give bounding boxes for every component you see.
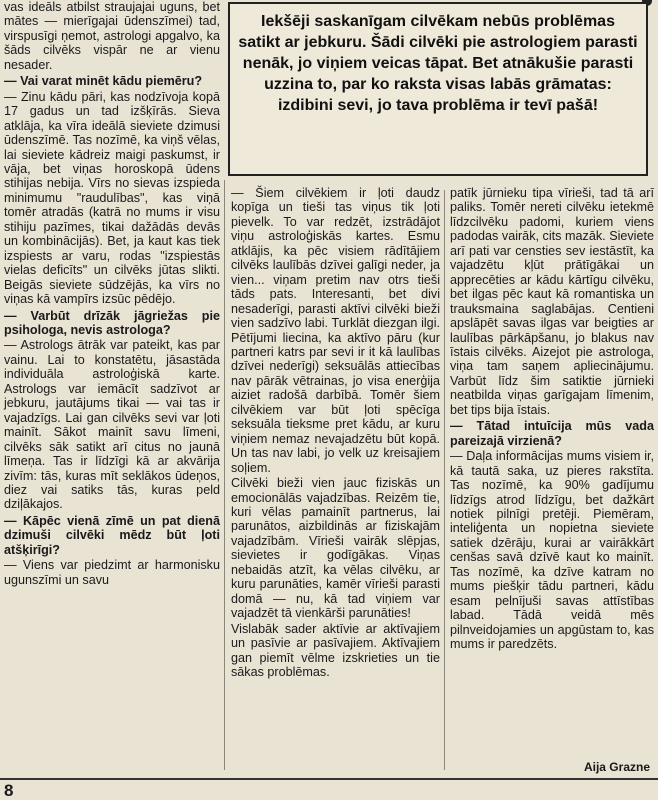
paragraph: — Daļa informācijas mums visiem ir, kā tautā saka, uz pieres rakstīta. Tas nozīmē, ka 90% gadījumu līdzīgs atrod līdzīgu, bet dažkārt notiek pilnīgi pretēji. Piemēram, inteliģenta un nopietna sieviete satiek dzērāju, kurai ar vairākkārt cenšas savā dzīvē kaut ko mainīt. Tas nozīmē, ka dzīve katram no mums piešķir tādu partneri, kādu esam pelnījuši savas attīstības labad. Tādā veidā mēs pilnveidojamies un apgūstam to, kas mums ir paredzēts. <box>450 449 654 652</box>
interview-question: — Kāpēc vienā zīmē un pat dienā dzimuši cilvēki mēdz būt ļoti atšķirīgi? <box>4 513 220 557</box>
interview-question: — Tātad intuīcija mūs vada pareizajā virzienā? <box>450 419 654 448</box>
paragraph: — Zinu kādu pāri, kas nodzīvoja kopā 17 gadus un tad izšķīrās. Sieva atklāja, ka vīra ideālā sieviete dzimusi ūdenszīmē. Tas nozīmē, ka viņš vēlas, lai sieviete kādreiz maigi paskumst, ir vāja, bet viņas horoskopā ūdens stihijas nebija. Vīrs no sievas izspieda minimumu "raudulības", kas viņā tomēr atradās (katrā no mums ir visu stihiju pazīmes, tikai dažādās devās un kombinācijās). Bet, ja kaut kas tiek izspiests ar varu, rodas "izspiestās vielas deficīts" un cilvēks jūtas slikti. Beigās sieviete sūdzējās, ka vīrs no viņas kā vampīrs izsūc pēdējo. <box>4 89 220 307</box>
pull-quote-text: Iekšēji saskanīgam cilvēkam nebūs problēmas satikt ar jebkuru. Šādi cilvēki pie astrologiem parasti nenāk, jo viņiem veicas tāpat. Bet atnākušie parasti uzzina to, par ko raksta visas labās grāmatas: izdibini sevi, jo tava problēma ir tevī pašā! <box>238 13 638 114</box>
article-column-2 <box>231 186 440 679</box>
interview-question: — Varbūt drīzāk jāgriežas pie psihologa, nevis astrologa? <box>4 308 220 337</box>
author-byline: Aija Grazne <box>583 760 650 774</box>
paragraph: vas ideāls atbilst straujajai uguns, bet mātes — mierīgajai ūdenszīmei) tad, virspusīgi ņemot, astrologi apgalvo, ka šāds cilvēks vispār ne ar vienu nesader. <box>4 0 220 72</box>
paragraph: — Viens var piedzimt ar harmonisku ugunszīmi un savu <box>4 558 220 587</box>
paragraph: Cilvēki bieži vien jauc fiziskās un emocionālās vajadzības. Reizēm tie, kuri vēlas pamainīt partnerus, lai parunātos, aizbildinās ar fiziskajām vajadzībām. Vīrieši vairāk slēpjas, sievietes ir godīgākas. Viņas nebaidās atzīt, ka vēlas cilvēku, ar kuru parunāties, kamēr vīrieši parasti domā — nu, kā tad viņiem var vajadzēt tā vienkārši parunāties! <box>231 476 440 621</box>
paragraph: patīk jūrnieku tipa vīrieši, tad tā arī paliks. Tomēr nereti cilvēku ietekmē līdzcilvēku padomi, kuriem viens padodas vairāk, cits mazāk. Sieviete arī pati var censties sev iestāstīt, ka vajadzētu kļūt prātīgākai un apprecēties ar kādu kārtīgu cilvēku, bet ilgas pēc kaut kā romantiska un trauksmaina saglabājas. Centieni apslāpēt savas ilgas var beigties ar laulības pārkāpšanu, jo blakus nav īstais cilvēks. Aizejot pie astrologa, viņa tam saņem apliecinājumu. Varbūt līdz šim satiktie jūrnieki neatbilda viņas garīgajam līmenim, bet tips bija īstais. <box>450 186 654 417</box>
interview-question: — Vai varat minēt kādu piemēru? <box>4 74 203 89</box>
paragraph: — Astrologs ātrāk var pateikt, kas par vainu. Lai to konstatētu, jāsastāda individuāla astroloģiskā karte. Astrologs var iemācīt sadzīvot ar jebkuru, jautājums tikai — vai tas ir vajadzīgs. Lai gan cilvēks sevi var ļoti mainīt. Sākot mainīt savu līmeni, cilvēks sāk satikt arī citus no jaunā līmeņa. Tas ir līdzīgi kā ar akvārija zivīm: tās, kuras mīt seklākos ūdeņos, diez vai satiks tās, kuras peld dziļākajos. <box>4 338 220 512</box>
pull-quote-box <box>228 2 648 176</box>
paragraph: Vislabāk sader aktīvie ar aktīvajiem un pasīvie ar pasīvajiem. Aktīvajiem gan piemīt vēlme izskrieties un tie sākas problēmas. <box>231 621 440 679</box>
article-column-3 <box>450 186 654 652</box>
article-column-1 <box>4 0 220 587</box>
page-footer-rule <box>0 778 658 780</box>
column-divider <box>444 190 445 770</box>
paragraph: — Šiem cilvēkiem ir ļoti daudz kopīga un tieši tas viņus tik ļoti pievelk. To var redzēt, izstrādājot viņu astroloģiskās kartes. Esmu atklājis, ka pēc visiem rādītājiem cilvēks laulībās dzīvei galīgi neder, ja vien... viņam pretim nav otrs tieši tāds pats. Interesanti, bet divi nesaderīgi, parasti aktīvi cilvēki bieži vien sadzīvo labi. Turklāt diezgan ilgi. Pētījumi liecina, ka aktīvo pāru (kur partneri katrs par sevi ir it kā laulības dzīvei nederīgi) seksuālās attiecības nav pārāk vētrainas, jo visa enerģija aiziet radošā darbībā. Tomēr šiem cilvēkiem var būt ļoti spēcīga seksuāla tieksme pret kādu, ar kuru viņiem nemaz nevajadzētu būt kopā. Un tas nav labi, jo velk uz kreisajiem soļiem. <box>231 186 440 475</box>
column-divider <box>224 180 225 770</box>
page-number: 8 <box>4 781 14 800</box>
